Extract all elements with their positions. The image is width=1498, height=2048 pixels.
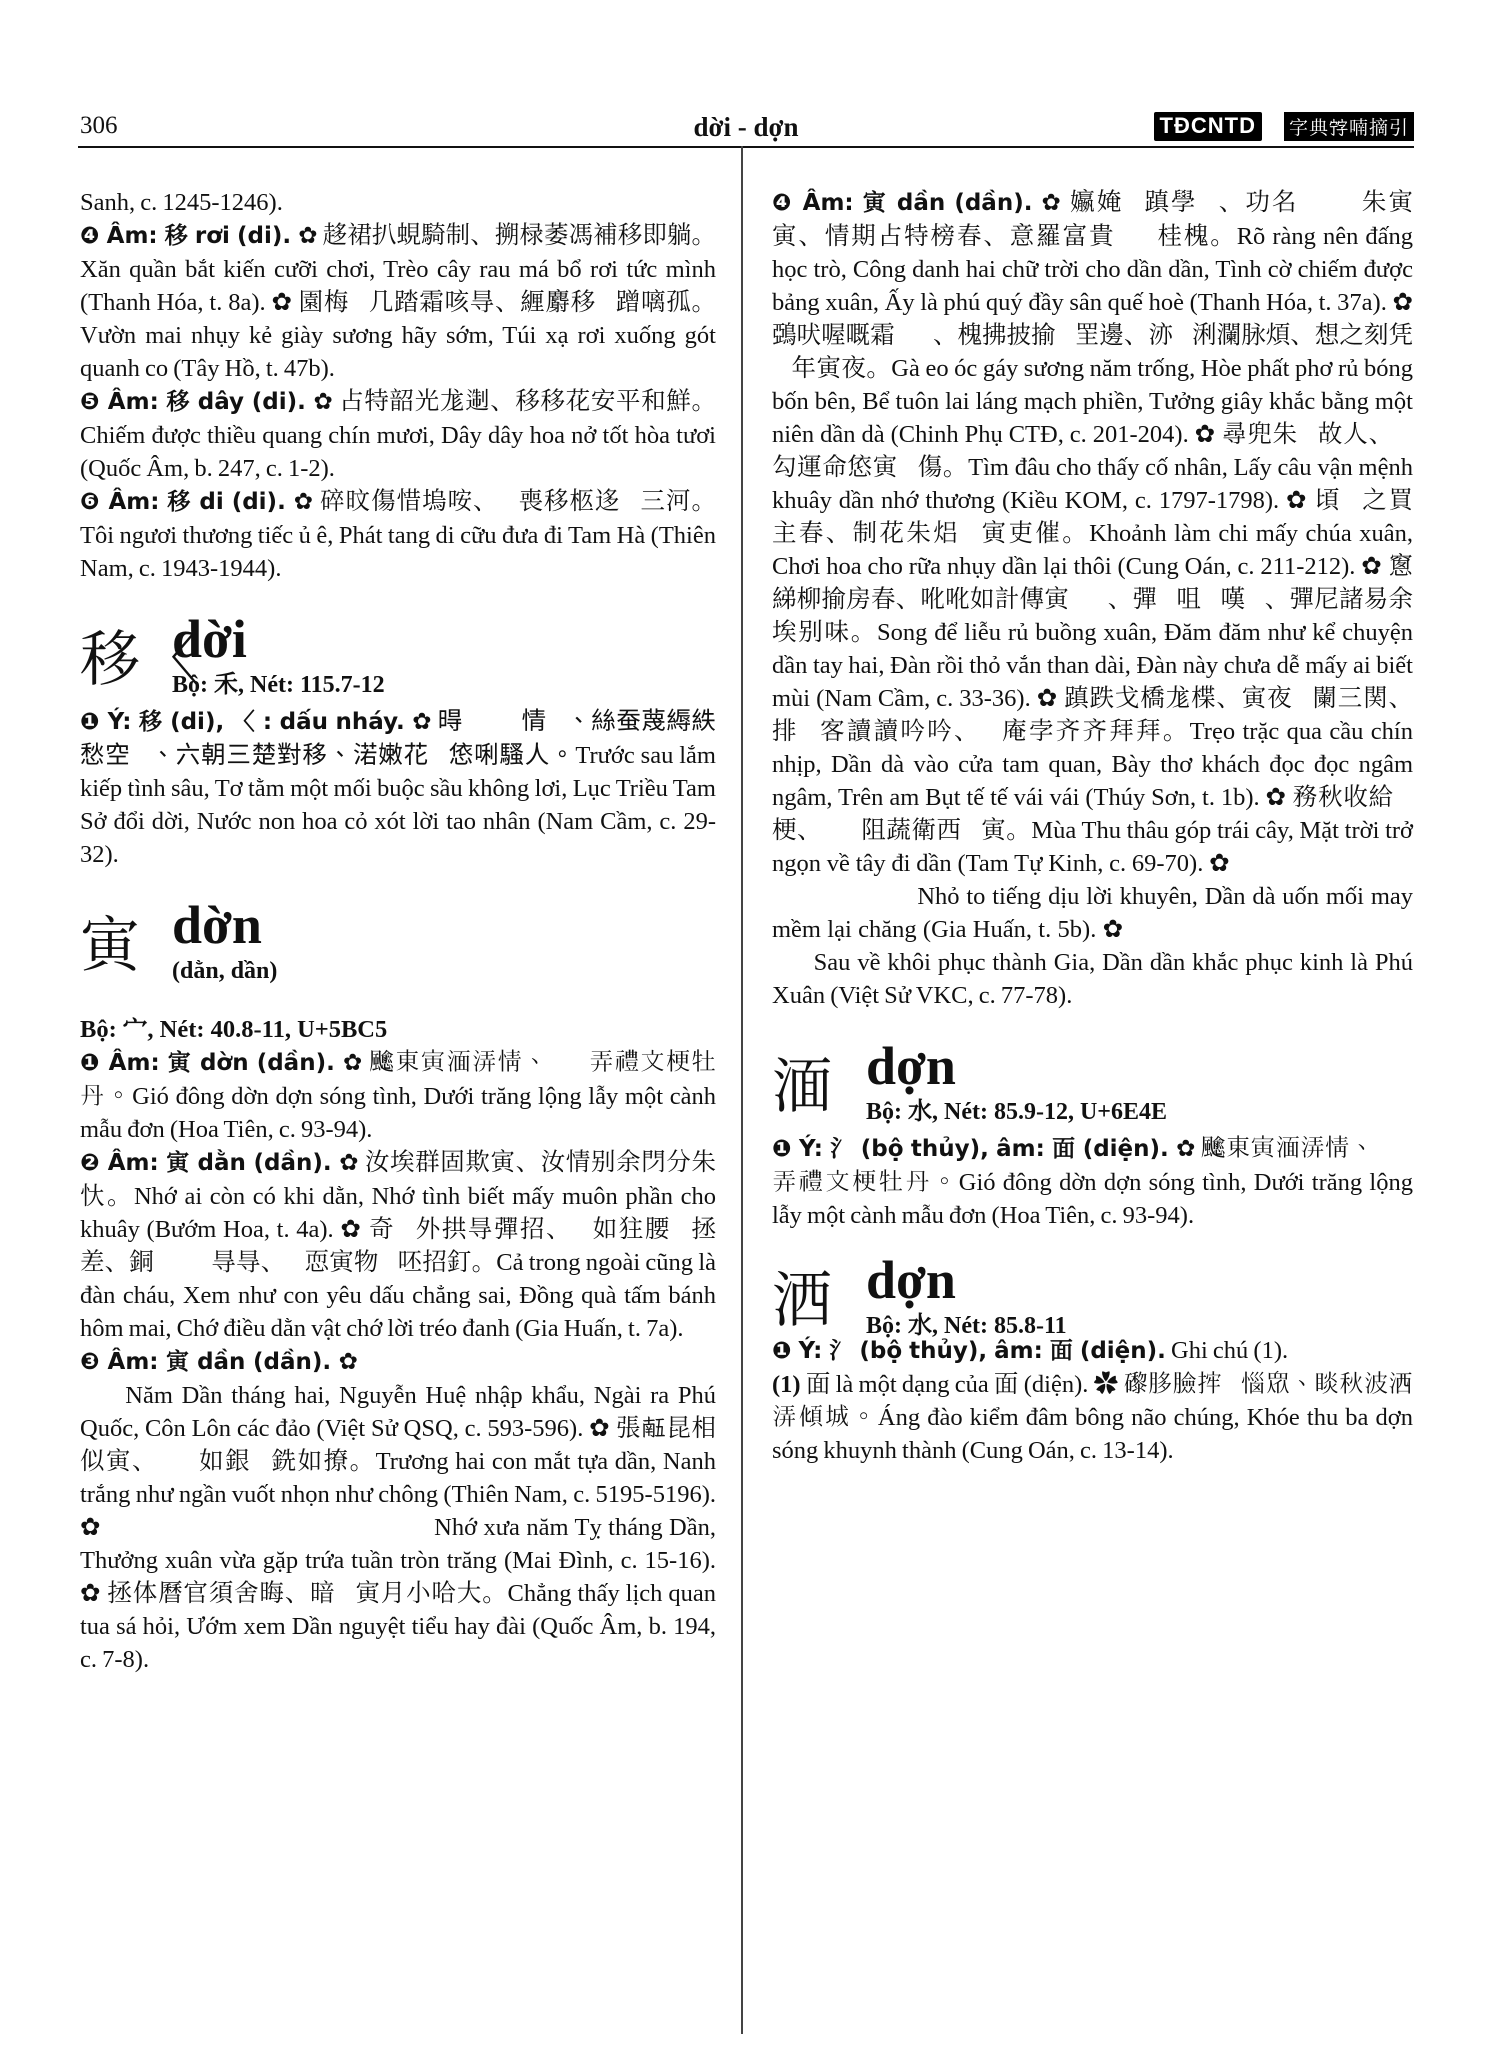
entry-meta: Bộ: 水, Nét: 85.9-12, U+6E4E — [866, 1099, 1167, 1125]
sense-number: ❶ Ý: 氵 (bộ thủy), âm: 面 (diện). — [772, 1338, 1166, 1364]
sense-2-dằn — [80, 1146, 716, 1345]
continued-citation: Sanh, c. 1245-1246). — [80, 189, 283, 216]
sense-number: ❷ Âm: 寅 dằn (dần). ✿ — [80, 1150, 360, 1176]
sense-4-rơi — [80, 219, 716, 385]
footnote-1 — [772, 1368, 1413, 1467]
entry-headword: dờn — [172, 895, 262, 955]
sense-number: ❶ Âm: 寅 dờn (dần). ✿ — [80, 1050, 364, 1076]
sense-number: ❹ Âm: 寅 dần (dần). ✿ — [772, 190, 1063, 216]
entry-headword: dời — [172, 609, 247, 669]
sense-1-dợn-湎 — [772, 1132, 1413, 1232]
sense-number: ❺ Âm: 移 dây (di). ✿ — [80, 389, 334, 415]
entry-meta: Bộ: 水, Nét: 85.8-11 — [866, 1313, 1067, 1339]
entry-meta: Bộ: 禾, Nét: 115.7-12 — [172, 672, 385, 698]
entry-nom-char: 寅 — [80, 911, 140, 981]
sense-4-dần — [772, 186, 1413, 1012]
page-number: 306 — [80, 112, 118, 139]
running-title: dời - dợn — [693, 112, 799, 142]
left-column — [80, 186, 716, 1676]
entry-nom-char: 洒 — [772, 1266, 832, 1336]
column-divider — [741, 146, 743, 2034]
entry-header-dời — [80, 609, 716, 705]
sense-number: ❸ Âm: 寅 dần (dần). ✿ — [80, 1349, 359, 1375]
sense-text: 𩙍東寅湎㳥情、𠓨𦝄弄禮文梗牡丹。Gió đông dờn dợn sóng tình, Dưới trăng lộng lẫy một cành mẫu đơn (Hoa Tiên, c. 93-94). — [80, 1049, 716, 1143]
entry-readings: (dằn, dần) — [172, 958, 278, 984]
entry-meta: Bộ: 宀, Nét: 40.8-11, U+5BC5 — [80, 1016, 388, 1043]
header-rule — [78, 146, 1414, 148]
sense-3-dần — [80, 1345, 716, 1676]
sense-1-dời — [80, 705, 716, 871]
publisher-logos — [1154, 112, 1414, 141]
entry-headword: dợn — [866, 1250, 956, 1310]
sense-text: 占特韶光尨𨔈、移移花安平和鮮。Chiếm được thiều quang chín mươi, Dây dây hoa nở tốt hòa tươi (Quốc Âm, b. 247, c. 1-2). — [80, 388, 717, 482]
sense-text: 𣈜𣈖𧿆𠸗情𣳮、絲蚕蔑縟紩愁空𦀊、六朝三楚對移、渃嫩花𦹵㥋唎騷人。Trước sau lắm kiếp tình sâu, Tơ tằm một mối buộc sầu không lơi, Lục Triều Tam Sở đổi dời, Nước non hoa cỏ xót lời tao nhân (Nam Cầm, c. 29-32). — [80, 708, 716, 868]
sense-number: ❹ Âm: 移 rơi (di). ✿ — [80, 223, 318, 249]
sense-1-dờn — [80, 1046, 716, 1146]
entry-header-dờn — [80, 895, 716, 1013]
footnote-label: (1) — [772, 1371, 801, 1398]
entry-header-dợn-湎 — [772, 1036, 1413, 1132]
sense-text: 𩙍東寅湎㳥情、𠓨𦝄弄禮文梗牡丹。Gió đông dờn dợn sóng tình, Dưới trăng lộng lẫy một cành mẫu đơn (Hoa Tiên, c. 93-94). — [772, 1135, 1414, 1229]
footnote-text: 面 là một dạng của 面 (diện). ✿ 𥗍䏧臉𢭂𦼥惱衆、睒秋波洒㳥傾城。Áng đào kiểm đâm bông não chúng, Khóe thu ba dợn sóng khuynh thành (Cung Oán, c. 13-14). — [772, 1371, 1414, 1464]
right-column — [772, 186, 1413, 1467]
page-header — [78, 108, 1414, 148]
logo-tdcntd: TĐCNTD — [1154, 112, 1262, 141]
sense-text: 㜲㛪𥪝蹎學𠊚、功名𠄼𡨺𡗶朱寅寅、情期占特榜春、意羅富貴𣵸𡏧桂槐。Rõ ràng nên đấng học trò, Công danh hai chữ trời cho dần dần, Tình cờ chiếm được bảng xuân, Ấy là phú quý đầy sân quế hoè (Thanh Hóa, t. 37a). ✿ 鵶吠喔嘅霜𨕭𧃷、槐拂披揄𩆷罜邊、洂𣳮浰瀾脉煩、想之刻凭𠕎年寅夜。Gà eo óc gáy sương năm trống, Hòe phất phơ rủ bóng bốn bên, Bể tuôn lai láng mạch phiền, Tưởng giây khắc bằng một niên dần dà (Chinh Phụ CTĐ, c. 201-204). ✿ 尋兜朱𧡊故人、𢬣勾運命㥋寅𢗼傷。Tìm đâu cho thấy cố nhân, Lấy câu vận mệnh khuây dần nhớ thương (Kiều KOM, c. 1797-1798). ✿ 頃𡗉之買主春、制花朱焒𦬶寅吏催。Khoảnh làm chi mấy chúa xuân, Chơi hoa cho rữa nhụy dần lại thôi (Cung Oán, c. 211-212). ✿ 窻綈柳揄房春、吪吪如計傳寅𢬣𠄼、彈𥪝咀𥪝嘆𣋾、彈尼諸易余埃别味。Song để liễu rủ buồng xuân, Đăm đăm như kể chuyện dần tay hai, Đàn rồi thỏ vắn than dài, Đàn này chưa dễ mấy ai biết mùi (Nam Cầm, c. 33-36). ✿ 蹎跌戈橋尨楪、寅夜𠓨闌三関、排𠻀客讀讀吟吟、𨕭庵孛齐齐拜拜。Trẹo trặc qua cầu chín nhịp, Dần dà vào cửa tam quan, Bày thơ khách đọc đọc ngâm ngâm, Trên am Bụt tế tế vái vái (Thúy Sơn, t. 1b). ✿ 務秋收給𣘃梗、𩄎𡗶阻蔬衛西𣴓寅。Mùa Thu thâu góp trái cây, Mặt trời trở ngọn về tây đi dần (Tam Tự Kinh, c. 69-70). ✿ 𡮈𡘯哨吵𠯇圈、寅𢬣挽買𥾽𥾽吏庄。Nhỏ to tiếng dịu lời khuyên, Dần dà uốn mối may mềm lại chăng (Gia Huấn, t. 5b). ✿ 𢗼衛恢復城嘉、寅寅克復京羅富春。Sau về khôi phục thành Gia, Dần dần khắc phục kinh là Phú Xuân (Việt Sử VKC, c. 77-78). — [772, 189, 1413, 1009]
sense-text: 碎旼傷惜塢咹、𦀊喪移柩迻𣴓三河。Tôi ngươi thương tiếc ủ ê, Phát tang di cữu đưa đi Tam Hà (Thiên Nam, c. 1943-1944). — [80, 488, 717, 582]
entry-nom-char: 移〈 — [80, 625, 200, 695]
sense-number: ❶ Ý: 移 (di), 〈 : dấu nháy. ✿ — [80, 709, 433, 735]
sense-5-dây — [80, 385, 716, 485]
entry-nom-char: 湎 — [772, 1052, 832, 1122]
sense-text: 𢆥寅𦝄𠄼、阮惠入𨓡、俜𥢆富國、崑崙各島。Năm Dần tháng hai, Nguyễn Huệ nhập khẩu, Ngài ra Phú Quốc, Côn Lôn các đảo (Việt Sử QSQ, c. 593-596). ✿ 張𠄼昆相似寅、𤞺𠁀如銀𤞻銑如撩。Trương hai con mắt tựa dần, Nanh trắng như ngần vuốt nhọn như chông (Thiên Nam, c. 5195-5196). ✿ 𢗼䛊𨋣巳𦝄寅、賞春𣗓扱𢝙旬𨈖𦝄。Nhớ xưa năm Tỵ tháng Dần, Thưởng xuân vừa gặp trứa tuần tròn trăng (Mai Đình, c. 15-16). ✿ 拯体曆官須舍晦、暗𥙩寅月小哈大。Chẳng thấy lịch quan tua sá hỏi, Ướm xem Dần nguyệt tiểu hay đài (Quốc Âm, b. 194, c. 7-8). — [80, 1348, 717, 1673]
logo-nom-title: 字典𡨸喃摘引 — [1284, 112, 1414, 141]
sense-text: 趍裙扒蜆騎制、搠椂萎馮補移即躺。Xăn quần bắt kiến cưỡi chơi, Trèo cây rau má bổ rơi tức mình (Thanh Hóa, t. 8a). ✿ 園梅𦬶几踏霜咳㝵、緾麝移𨃐蹭𠻗孤。Vườn mai nhụy kẻ giày sương hãy sớm, Túi xạ rơi xuống gót quanh co (Tây Hồ, t. 47b). — [80, 222, 717, 382]
sense-number: ❻ Âm: 移 di (di). ✿ — [80, 489, 315, 515]
entry-headword: dợn — [866, 1036, 956, 1096]
sense-6-di — [80, 485, 716, 585]
sense-text: Ghi chú (1). — [1171, 1337, 1289, 1364]
entry-header-dợn-洒 — [772, 1250, 1413, 1339]
sense-text: 汝埃群固欺寅、汝情别余閁分朱忕。Nhớ ai còn có khi dằn, Nhớ tình biết mấy muôn phần cho khuây (Bướm Hoa, t. 4a). ✿ 奇𨖲外拱㝵彈招、𡗶如㹥腰𣈖拯差、銅𩜀𦘺𥸷㝵㝵、𦺓恧寅物𦺓呸招釘。Cả trong ngoài cũng là đàn cháu, Xem như con yêu dấu chẳng sai, Đồng quà tấm bánh hôm mai, Chớ điều dằn vật chớ lời tréo đanh (Gia Huấn, t. 7a). — [80, 1149, 716, 1342]
sense-number: ❶ Ý: 氵 (bộ thủy), âm: 面 (diện). ✿ — [772, 1136, 1196, 1162]
